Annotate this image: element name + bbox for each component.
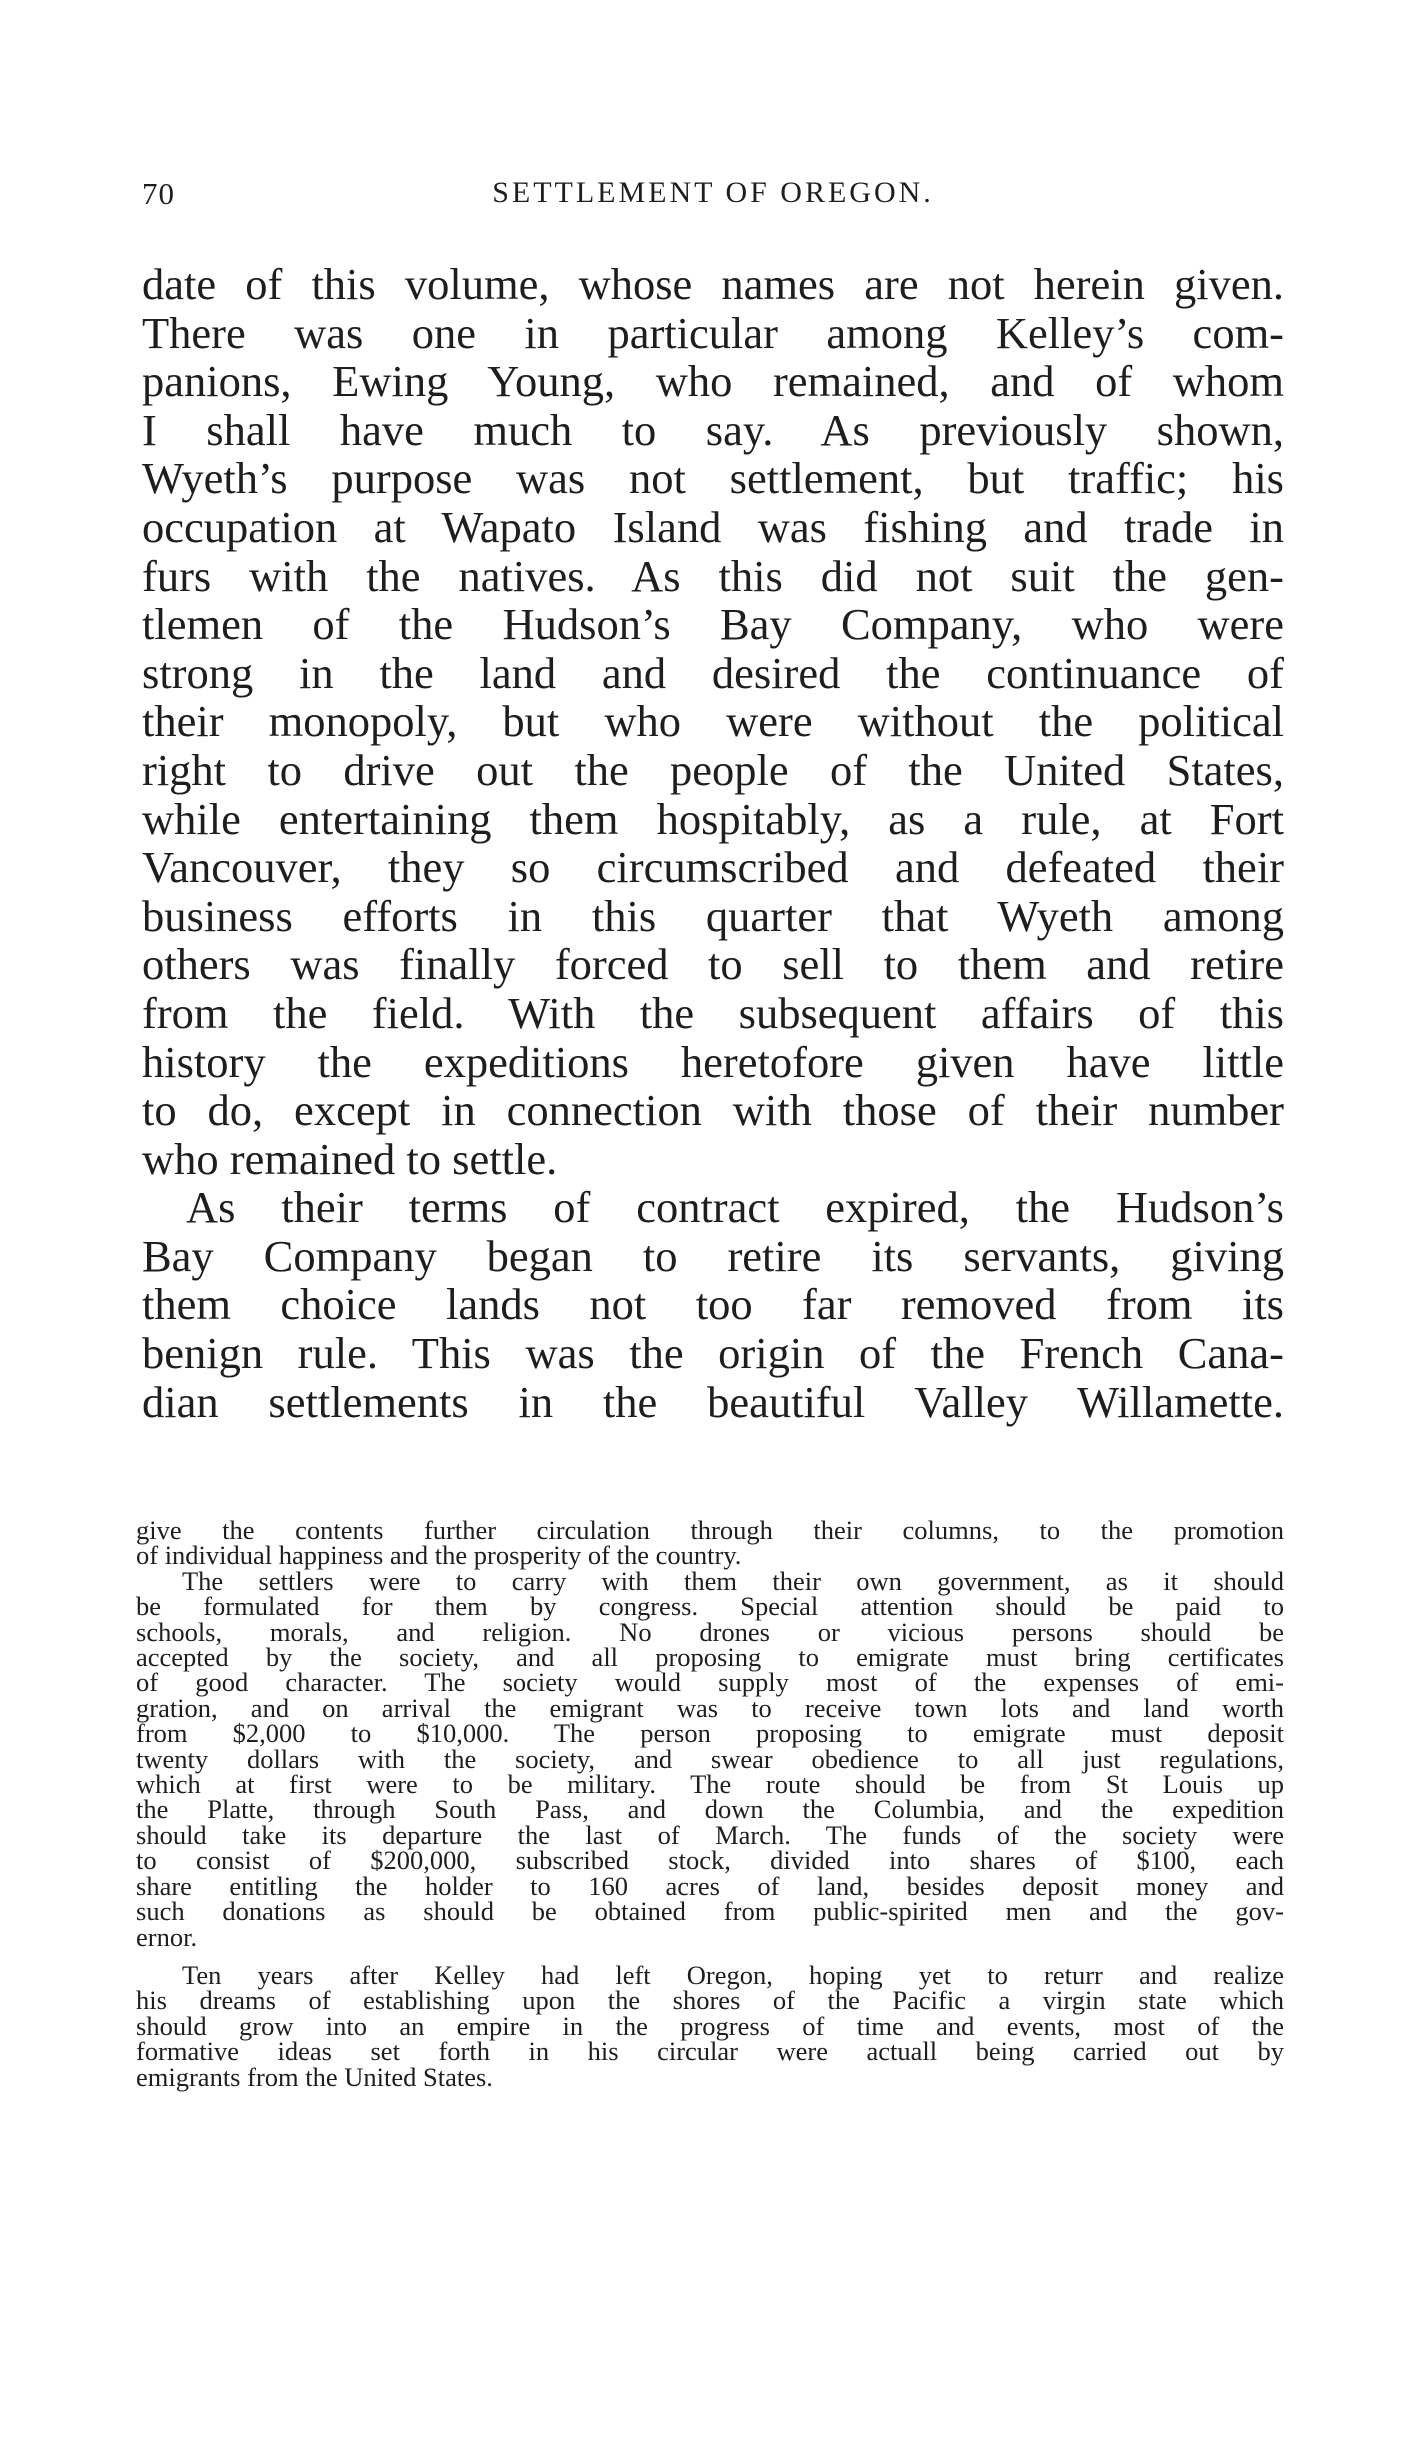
body-line: I shall have much to say. As previously shown, xyxy=(142,404,1284,455)
page-number: 70 xyxy=(142,176,175,211)
body-line: As their terms of contract expired, the Hudson’s xyxy=(186,1182,1284,1233)
body-line: to do, except in connection with those of their number xyxy=(142,1085,1284,1136)
body-line: panions, Ewing Young, who remained, and of whom xyxy=(142,356,1284,407)
main-text xyxy=(142,260,1284,1426)
body-line: them choice lands not too far removed from its xyxy=(142,1279,1284,1330)
note-line: be formulated for them by congress. Special attention should be paid to xyxy=(136,1591,1284,1622)
body-line: history the expeditions heretofore given have little xyxy=(142,1036,1284,1087)
note-line: ernor. xyxy=(136,1921,198,1952)
note-line: to consist of $200,000, subscribed stock, divided into shares of $100, each xyxy=(136,1845,1284,1876)
note-line: emigrants from the United States. xyxy=(136,2061,493,2092)
body-line: who remained to settle. xyxy=(142,1133,558,1184)
body-line: Bay Company began to retire its servants, giving xyxy=(142,1230,1284,1281)
body-line: furs with the natives. As this did not suit the gen- xyxy=(142,550,1284,601)
body-line: strong in the land and desired the continuance of xyxy=(142,647,1284,698)
body-line: Vancouver, they so circumscribed and defeated their xyxy=(142,842,1284,893)
note-line: schools, morals, and religion. No drones or vicious persons should be xyxy=(136,1616,1284,1647)
body-line: business efforts in this quarter that Wyeth among xyxy=(142,890,1284,941)
note-line: twenty dollars with the society, and swear obedience to all just regulations, xyxy=(136,1743,1284,1774)
note-line: gration, and on arrival the emigrant was to receive town lots and land worth xyxy=(136,1692,1284,1723)
body-line: from the field. With the subsequent affairs of this xyxy=(142,987,1284,1038)
body-line: occupation at Wapato Island was fishing and trade in xyxy=(142,501,1284,552)
footnote-text xyxy=(136,1515,1284,2092)
note-line: of individual happiness and the prosperity of the country. xyxy=(136,1540,742,1571)
note-line: from $2,000 to $10,000. The person proposing to emigrate must deposit xyxy=(136,1718,1284,1749)
body-line: while entertaining them hospitably, as a rule, at Fort xyxy=(142,793,1284,844)
body-line: dian settlements in the beautiful Valley Willamette. xyxy=(142,1376,1284,1427)
note-line: his dreams of establishing upon the shores of the Pacific a virgin state which xyxy=(136,1985,1284,2016)
note-line: accepted by the society, and all proposing to emigrate must bring certificates xyxy=(136,1642,1284,1673)
body-line: their monopoly, but who were without the political xyxy=(142,696,1284,747)
body-line: Wyeth’s purpose was not settlement, but traffic; his xyxy=(142,453,1284,504)
note-line: should grow into an empire in the progress of time and events, most of the xyxy=(136,2010,1284,2041)
note-line: should take its departure the last of March. The funds of the society were xyxy=(136,1819,1284,1850)
body-line: right to drive out the people of the United States, xyxy=(142,744,1284,795)
note-line: formative ideas set forth in his circular were actuall being carried out by xyxy=(136,2036,1284,2067)
running-title: SETTLEMENT OF OREGON. xyxy=(492,176,934,209)
note-line: the Platte, through South Pass, and down the Columbia, and the expedition xyxy=(136,1794,1284,1825)
note-line: give the contents further circulation through their columns, to the promotion xyxy=(136,1515,1284,1545)
body-line: others was finally forced to sell to them and retire xyxy=(142,939,1284,990)
note-line: which at first were to be military. The route should be from St Louis up xyxy=(136,1769,1284,1800)
note-line: such donations as should be obtained from public-spirited men and the gov- xyxy=(136,1896,1284,1927)
body-line: benign rule. This was the origin of the French Cana- xyxy=(142,1328,1284,1379)
note-line: Ten years after Kelley had left Oregon, hoping yet to returr and realize xyxy=(182,1959,1284,1990)
body-line: date of this volume, whose names are not herein given. xyxy=(142,259,1284,309)
note-line: of good character. The society would supply most of the expenses of emi- xyxy=(136,1667,1284,1698)
note-line: share entitling the holder to 160 acres of land, besides deposit money and xyxy=(136,1870,1284,1901)
body-line: There was one in particular among Kelley’s com- xyxy=(142,307,1284,358)
body-line: tlemen of the Hudson’s Bay Company, who were xyxy=(142,599,1284,650)
note-line: The settlers were to carry with them their own government, as it should xyxy=(182,1565,1284,1596)
running-head xyxy=(142,176,1284,216)
